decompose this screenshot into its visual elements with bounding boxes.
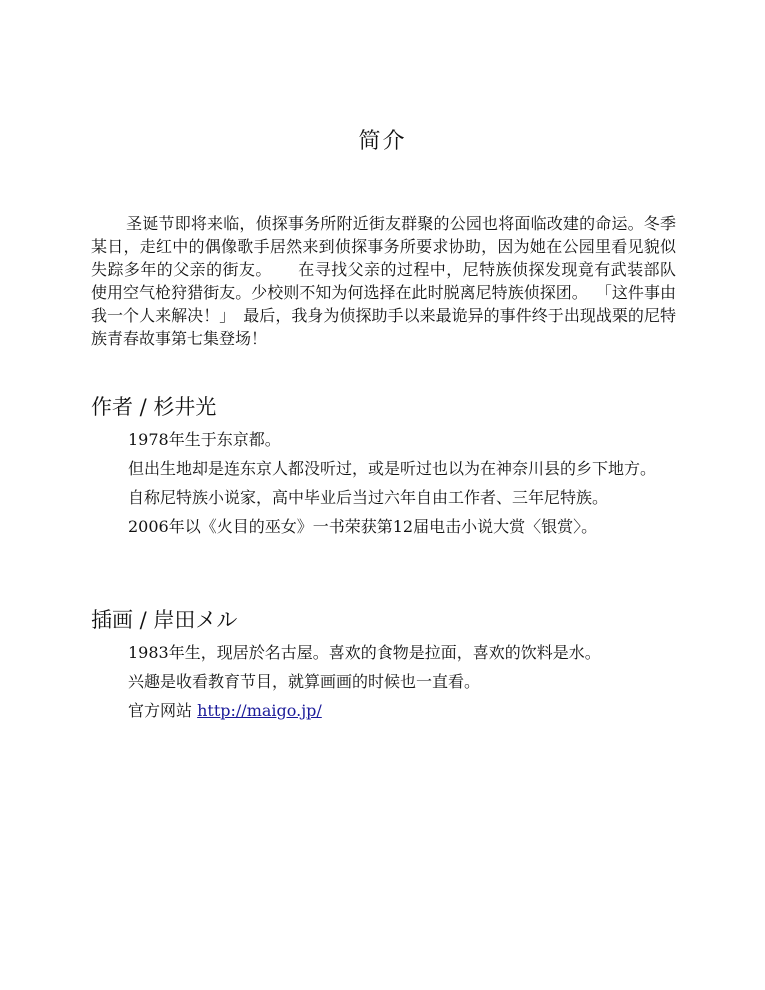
synopsis-text-2: 在寻找父亲的过程中，尼特族侦探发现竟有武装部队使用空气枪狩猎街友。少校则不知为何选择在此时脱离尼特族侦探团。 <box>91 260 676 302</box>
author-bio <box>91 428 676 544</box>
synopsis-text-4: 最后，我身为侦探助手以来最诡异的事件终于出现战栗的尼特族青春故事第七集登场！ <box>91 306 676 348</box>
author-bio-line: 自称尼特族小说家，高中毕业后当过六年自由工作者、三年尼特族。 <box>128 488 609 507</box>
author-heading: 作者 / 杉井光 <box>91 395 217 419</box>
website-link[interactable]: http://maigo.jp/ <box>197 701 322 720</box>
illustrator-bio-line: 兴趣是收看教育节目，就算画画的时候也一直看。 <box>128 672 481 691</box>
author-bio-line: 2006年以《火目的巫女》一书荣获第12届电击小说大赏〈银赏〉。 <box>128 517 598 536</box>
illustrator-bio <box>91 641 676 728</box>
synopsis-quote: 「这件事由我一个人来解决！」 <box>91 283 676 325</box>
illustrator-bio-line: 1983年生，现居於名古屋。喜欢的食物是拉面，喜欢的饮料是水。 <box>128 643 601 662</box>
illustrator-heading: 插画 / 岸田メル <box>91 608 238 632</box>
website-label: 官方网站 <box>128 701 193 720</box>
author-bio-line: 但出生地却是连东京人都没听过，或是听过也以为在神奈川县的乡下地方。 <box>128 459 657 478</box>
synopsis-text-1: 圣诞节即将来临，侦探事务所附近街友群聚的公园也将面临改建的命运。冬季某日，走红中的偶像歌手居然来到侦探事务所要求协助，因为她在公园里看见貌似失踪多年的父亲的街友。 <box>91 214 676 279</box>
website-line <box>91 699 676 722</box>
author-bio-line: 1978年生于东京都。 <box>128 430 281 449</box>
synopsis-paragraph <box>91 212 676 350</box>
page-title: 简介 <box>358 129 407 154</box>
